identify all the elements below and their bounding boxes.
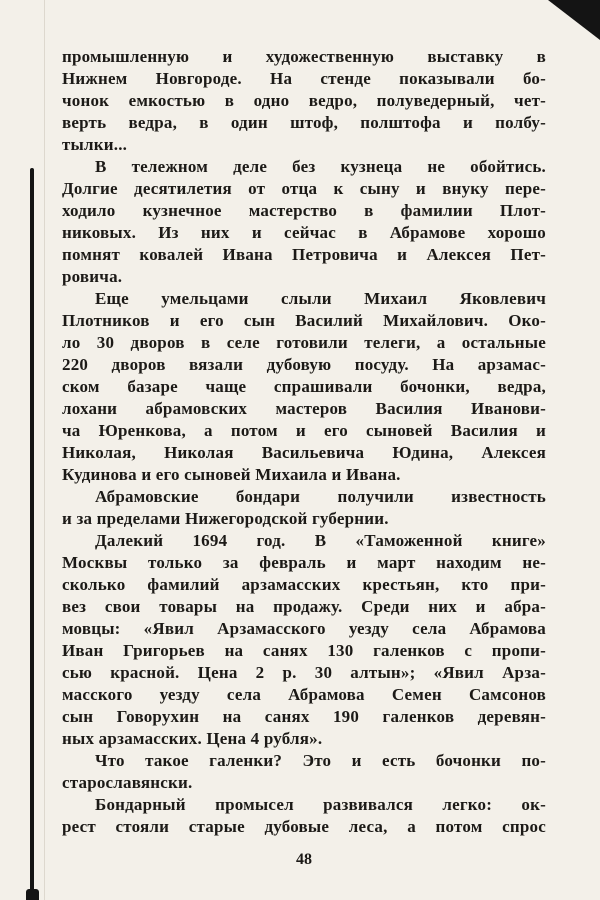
text-line: ровича. <box>62 267 123 286</box>
text-line: чонок емкостью в одно ведро, полуведерный, чет- <box>62 91 546 110</box>
text-block <box>62 46 546 838</box>
text-line: Еще умельцами слыли Михаил Яковлевич <box>95 289 546 308</box>
text-line: Кудинова и его сыновей Михаила и Ивана. <box>62 465 401 484</box>
text-line: Что такое галенки? Это и есть бочонки по- <box>95 751 546 770</box>
text-line: тылки... <box>62 135 128 154</box>
text-line: старославянски. <box>62 773 193 792</box>
text-line: Москвы только за февраль и март находим не- <box>62 553 546 572</box>
text-line: Абрамовские бондари получили известность <box>95 487 546 506</box>
text-line: ча Юренкова, а потом и его сыновей Василия и <box>62 421 546 440</box>
text-line: масского уезду села Абрамова Семен Самсонов <box>62 685 546 704</box>
text-line: рест стояли старые дубовые леса, а потом спрос <box>62 817 546 836</box>
text-line: Далекий 1694 год. В «Таможенной книге» <box>95 531 546 550</box>
text-line: Бондарный промысел развивался легко: ок- <box>95 795 546 814</box>
text-line: вез свои товары на продажу. Среди них и абра- <box>62 597 546 616</box>
text-line: 220 дворов вязали дубовую посуду. На арзамас- <box>62 355 546 374</box>
text-line: никовых. Из них и сейчас в Абрамове хорошо <box>62 223 546 242</box>
text-line: Иван Григорьев на санях 130 галенков с пропи- <box>62 641 546 660</box>
text-line: Николая, Николая Васильевича Юдина, Алексея <box>62 443 546 462</box>
text-line: Плотников и его сын Василий Михайлович. Око- <box>62 311 546 330</box>
scan-artifact-left-edge <box>30 168 34 900</box>
page-edge-shadow <box>44 0 45 900</box>
text-line: верть ведра, в один штоф, полштофа и полбу- <box>62 113 546 132</box>
text-line: В тележном деле без кузнеца не обойтись. <box>95 157 546 176</box>
scan-artifact-top-right-corner <box>548 0 600 40</box>
text-line: ском базаре чаще спрашивали бочонки, ведра, <box>62 377 546 396</box>
text-line: промышленную и художественную выставку в <box>62 47 546 66</box>
text-line: сью красной. Цена 2 р. 30 алтын»; «Явил Арза- <box>62 663 546 682</box>
text-line: мовцы: «Явил Арзамасского уезду села Абрамова <box>62 619 546 638</box>
text-line: ло 30 дворов в селе готовили телеги, а остальные <box>62 333 546 352</box>
page-number: 48 <box>296 851 312 868</box>
text-line: сын Говорухин на санях 190 галенков деревян- <box>62 707 546 726</box>
text-line: помнят ковалей Ивана Петровича и Алексея Пет- <box>62 245 546 264</box>
text-line: лохани абрамовских мастеров Василия Иванови- <box>62 399 546 418</box>
text-line: Долгие десятилетия от отца к сыну и внуку пере- <box>62 179 546 198</box>
text-line: сколько фамилий арзамасских крестьян, кто при- <box>62 575 546 594</box>
text-line: и за пределами Нижегородской губернии. <box>62 509 389 528</box>
text-line: ных арзамасских. Цена 4 рубля». <box>62 729 323 748</box>
text-line: Нижнем Новгороде. На стенде показывали бо- <box>62 69 546 88</box>
text-line: ходило кузнечное мастерство в фамилии Плот- <box>62 201 546 220</box>
scan-artifact-bottom-left <box>26 889 39 900</box>
